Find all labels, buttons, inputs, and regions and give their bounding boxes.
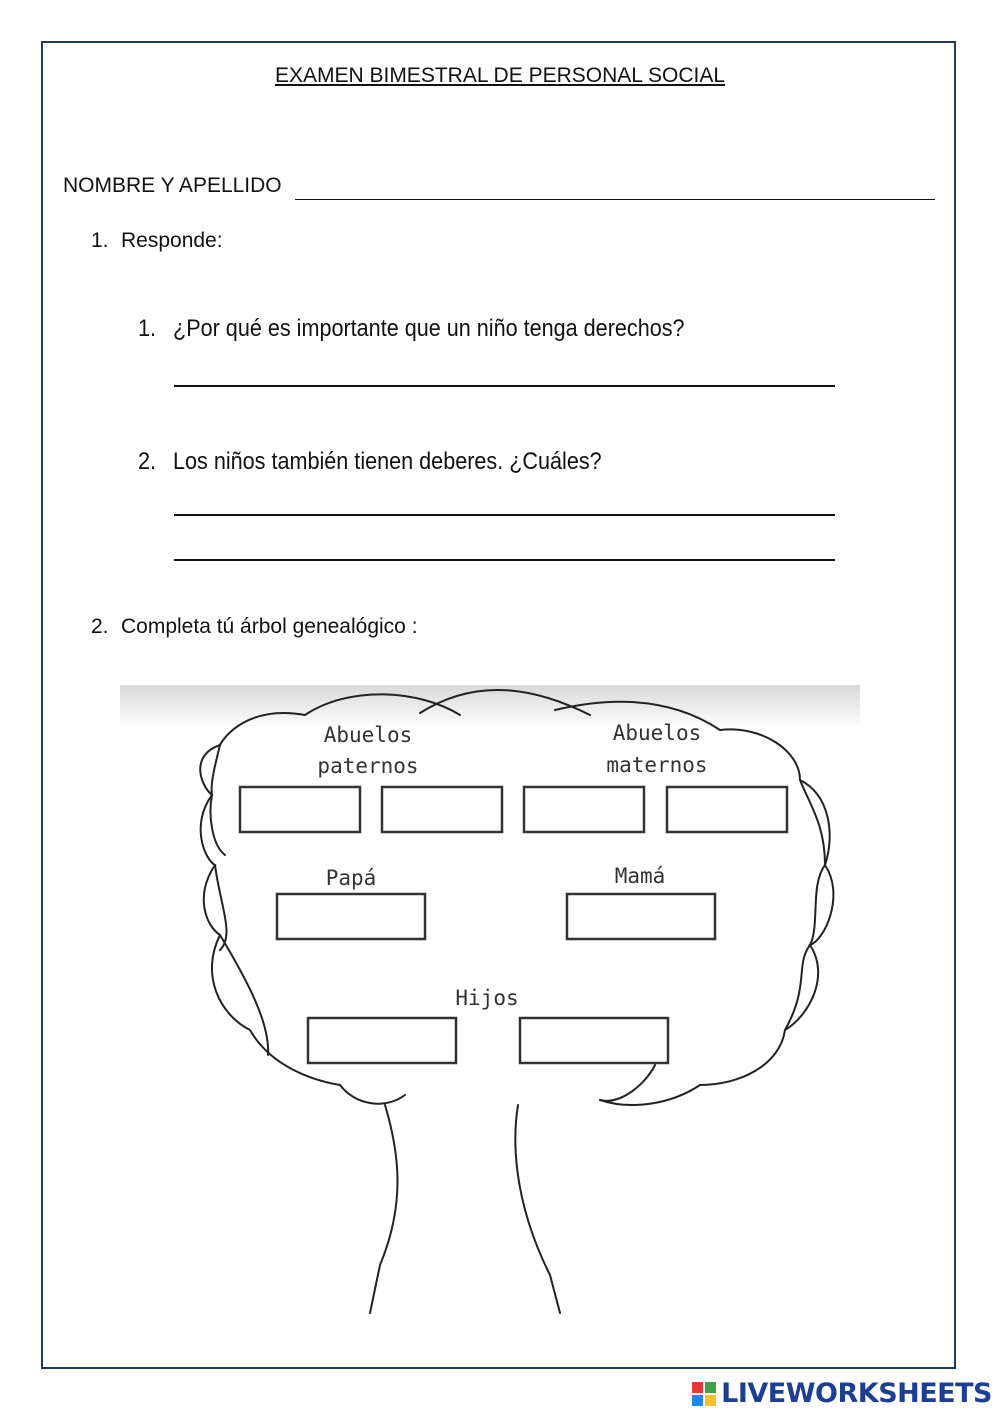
- father-box[interactable]: [277, 894, 425, 939]
- top-shade: [120, 685, 860, 730]
- name-input-line[interactable]: [295, 199, 935, 200]
- question-2-text: Los niños también tienen deberes. ¿Cuáles?: [173, 448, 602, 475]
- paternal-grandparent-box-1[interactable]: [240, 787, 360, 832]
- maternal-label-line2: maternos: [606, 753, 708, 777]
- exam-title: EXAMEN BIMESTRAL DE PERSONAL SOCIAL: [274, 64, 726, 87]
- maternal-label-line1: Abuelos: [612, 721, 702, 745]
- paternal-grandparent-box-2[interactable]: [382, 787, 502, 832]
- maternal-grandparent-box-2[interactable]: [667, 787, 787, 832]
- name-label: NOMBRE Y APELLIDO: [63, 174, 282, 197]
- children-label: Hijos: [455, 986, 519, 1010]
- answer-2-line-b[interactable]: [174, 559, 835, 561]
- section-1-heading: Responde:: [121, 229, 223, 252]
- father-label: Papá: [325, 866, 377, 890]
- question-1-number: 1.: [138, 315, 157, 342]
- answer-1-line[interactable]: [174, 385, 835, 387]
- brand-name: LIVEWORKSHEETS: [721, 1378, 992, 1409]
- mother-box[interactable]: [567, 894, 715, 939]
- child-box-1[interactable]: [308, 1018, 456, 1063]
- child-box-2[interactable]: [520, 1018, 668, 1063]
- section-1-number: 1.: [91, 229, 109, 252]
- answer-2-line-a[interactable]: [174, 514, 835, 516]
- logo-mark-icon: [692, 1382, 716, 1406]
- liveworksheets-logo: [692, 1378, 992, 1409]
- question-1-text: ¿Por qué es importante que un niño tenga derechos?: [173, 315, 685, 342]
- paternal-label-line1: Abuelos: [323, 723, 413, 747]
- section-2-number: 2.: [91, 615, 109, 638]
- question-2-number: 2.: [138, 448, 157, 475]
- mother-label: Mamá: [614, 864, 666, 888]
- paternal-label-line2: paternos: [317, 754, 419, 778]
- maternal-grandparent-box-1[interactable]: [524, 787, 644, 832]
- family-tree-illustration: [120, 685, 860, 1315]
- section-2-heading: Completa tú árbol genealógico :: [121, 615, 418, 638]
